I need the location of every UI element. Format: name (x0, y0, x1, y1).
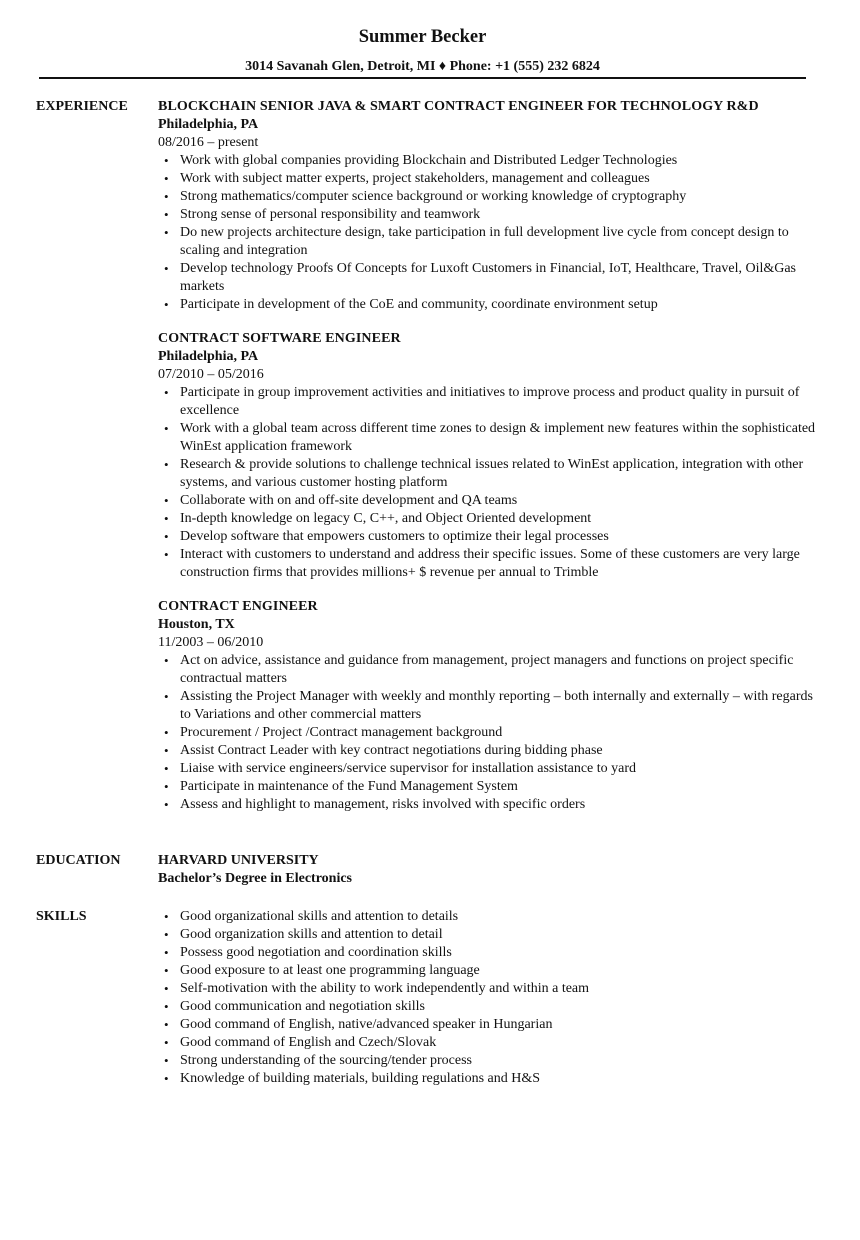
job-entry (158, 598, 818, 814)
bullet-item: • Collaborate with on and off-site development and QA teams (158, 492, 818, 510)
experience-list (158, 98, 818, 830)
skill-item: • Good command of English and Czech/Slovak (158, 1034, 818, 1052)
job-location: Houston, TX (158, 617, 235, 632)
bullet-item: • Research & provide solutions to challenge technical issues related to WinEst application, integration with other systems, and various customer hosting platform (158, 456, 818, 492)
education-school: HARVARD UNIVERSITY (158, 853, 319, 868)
bullet-item: • Work with global companies providing Blockchain and Distributed Ledger Technologies (158, 152, 818, 170)
skill-item: • Self-motivation with the ability to work independently and within a team (158, 980, 818, 998)
skill-item: • Strong understanding of the sourcing/tender process (158, 1052, 818, 1070)
bullet-item: • Procurement / Project /Contract management background (158, 724, 818, 742)
job-title: CONTRACT ENGINEER (158, 599, 318, 614)
skills-entry (158, 908, 818, 1088)
bullet-item: • Liaise with service engineers/service supervisor for installation assistance to yard (158, 760, 818, 778)
bullet-item: • Strong sense of personal responsibility and teamwork (158, 206, 818, 224)
header-divider (39, 77, 806, 79)
bullet-item: • Work with subject matter experts, project stakeholders, management and colleagues (158, 170, 818, 188)
skill-item: • Good organizational skills and attention to details (158, 908, 818, 926)
job-title: CONTRACT SOFTWARE ENGINEER (158, 331, 401, 346)
education-entry (158, 852, 818, 888)
skill-item: • Good communication and negotiation skills (158, 998, 818, 1016)
job-location: Philadelphia, PA (158, 117, 259, 132)
bullet-item: • Do new projects architecture design, take participation in full development live cycle from concept design to scaling and integration (158, 224, 818, 260)
bullet-item: • Develop technology Proofs Of Concepts for Luxoft Customers in Financial, IoT, Healthcare, Travel, Oil&Gas markets (158, 260, 818, 296)
skill-item: • Good organization skills and attention to detail (158, 926, 818, 944)
job-dates: 11/2003 – 06/2010 (158, 635, 264, 650)
bullet-item: • Develop software that empowers customers to optimize their legal processes (158, 528, 818, 546)
skills-list (158, 908, 818, 1088)
job-bullets (158, 384, 818, 582)
section-label-education: EDUCATION (36, 853, 121, 868)
job-bullets (158, 652, 818, 814)
education-degree: Bachelor’s Degree in Electronics (158, 871, 353, 886)
section-label-skills: SKILLS (36, 909, 87, 924)
bullet-item: • Assess and highlight to management, risks involved with specific orders (158, 796, 818, 814)
bullet-item: • Assist Contract Leader with key contract negotiations during bidding phase (158, 742, 818, 760)
bullet-item: • Interact with customers to understand and address their specific issues. Some of these customers are very large construction firms that provides millions+ $ revenue per annual to Trimble (158, 546, 818, 582)
bullet-item: • Participate in maintenance of the Fund Management System (158, 778, 818, 796)
skill-item: • Possess good negotiation and coordination skills (158, 944, 818, 962)
bullet-item: • Participate in development of the CoE and community, coordinate environment setup (158, 296, 818, 314)
skill-item: • Good exposure to at least one programming language (158, 962, 818, 980)
bullet-item: • Participate in group improvement activities and initiatives to improve process and product quality in pursuit of excellence (158, 384, 818, 420)
skill-item: • Knowledge of building materials, building regulations and H&S (158, 1070, 818, 1088)
bullet-item: • Work with a global team across different time zones to design & implement new features within the sophisticated WinEst application framework (158, 420, 818, 456)
bullet-item: • Act on advice, assistance and guidance from management, project managers and functions on project specific contractual matters (158, 652, 818, 688)
skill-item: • Good command of English, native/advanced speaker in Hungarian (158, 1016, 818, 1034)
job-dates: 07/2010 – 05/2016 (158, 367, 264, 382)
bullet-item: • In-depth knowledge on legacy C, C++, and Object Oriented development (158, 510, 818, 528)
job-entry (158, 330, 818, 582)
job-dates: 08/2016 – present (158, 135, 259, 150)
section-label-experience: EXPERIENCE (36, 99, 128, 114)
job-title: BLOCKCHAIN SENIOR JAVA & SMART CONTRACT ENGINEER FOR TECHNOLOGY R&D (158, 99, 759, 114)
job-entry (158, 98, 818, 314)
bullet-item: • Strong mathematics/computer science background or working knowledge of cryptography (158, 188, 818, 206)
job-bullets (158, 152, 818, 314)
job-location: Philadelphia, PA (158, 349, 259, 364)
candidate-name: Summer Becker (358, 27, 487, 47)
contact-line: 3014 Savanah Glen, Detroit, MI ♦ Phone: +1 (555) 232 6824 (245, 59, 600, 74)
bullet-item: • Assisting the Project Manager with weekly and monthly reporting – both internally and externally – with regards to Variations and other commercial matters (158, 688, 818, 724)
